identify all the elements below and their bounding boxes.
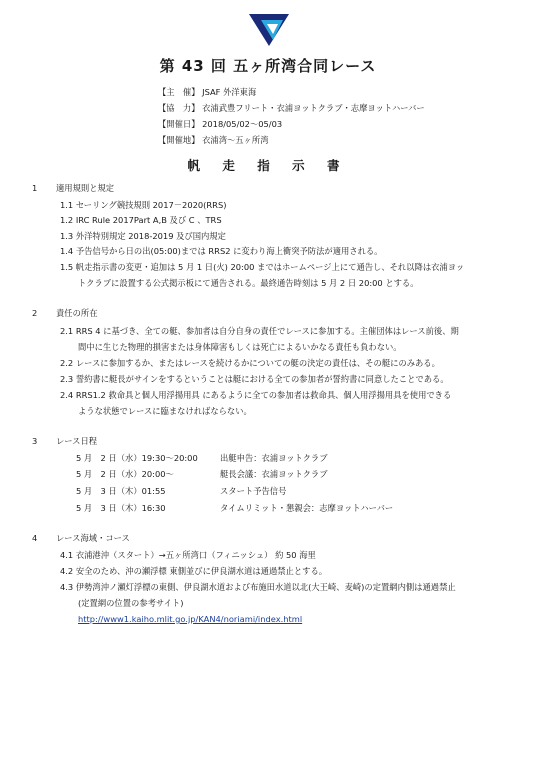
item-4-2: 4.2 安全のため、沖の瀬浮標 東側並びに伊良湖水道は通過禁止とする。: [60, 566, 328, 576]
schedule-date: 5 月 2 日（水）20:00～: [76, 469, 174, 479]
item-4-3: 4.3 伊勢湾沖ノ瀬灯浮標の東側、伊良湖水道および布施田水道以北(大王崎、麦崎)の定置網内側は通過禁止: [60, 582, 456, 592]
item-2-3: 2.3 誓約書に艇長がサインをするということは艇における全ての参加者が誓約書に同意したことである。: [60, 374, 449, 384]
reference-link[interactable]: http://www1.kaiho.mlit.go.jp/KAN4/noriami/index.html: [78, 614, 303, 624]
schedule-event: 出艇申告：衣浦ヨットクラブ: [220, 453, 328, 463]
info-venue: 【開催地】 衣浦湾～五ヶ所湾: [158, 135, 269, 145]
item-1-3: 1.3 外洋特別規定 2018-2019 及び国内規定: [60, 231, 226, 241]
item-4-3-cont: (定置網の位置の参考サイト): [78, 598, 184, 608]
schedule-date: 5 月 3 日（木）16:30: [76, 503, 166, 513]
section-4-number: 4: [32, 533, 38, 543]
schedule-event: タイムリミット・懇親会：志摩ヨットハーバー: [220, 503, 394, 513]
item-4-1: 4.1 衣浦港沖（スタート）→五ヶ所湾口（フィニッシュ） 約 50 海里: [60, 550, 316, 560]
schedule-event: 艇長会議：衣浦ヨットクラブ: [220, 469, 328, 479]
section-2-heading: 責任の所在: [56, 308, 98, 318]
section-1-number: 1: [32, 183, 38, 193]
item-2-1: 2.1 RRS 4 に基づき、全ての艇、参加者は自分自身の責任でレースに参加する。主催団体はレース前後、期: [60, 326, 459, 336]
schedule-event: スタート予告信号: [220, 486, 287, 496]
page-title: 第 43 回 五ヶ所湾合同レース: [159, 57, 377, 75]
section-1-heading: 適用規則と規定: [56, 183, 115, 193]
info-organizer: 【主 催】 JSAF 外洋東海: [158, 87, 257, 97]
section-4-heading: レース海域・コース: [56, 533, 130, 543]
section-3-number: 3: [32, 436, 38, 446]
item-1-4: 1.4 予告信号から日の出(05:00)までは RRS2 に変わり海上衝突予防法が適用される。: [60, 246, 383, 256]
section-2-number: 2: [32, 308, 38, 318]
item-2-2: 2.2 レースに参加するか、またはレースを続けるかについての艇の決定の責任は、その艇にのみある。: [60, 358, 440, 368]
sail-logo: [247, 12, 291, 48]
section-3-heading: レース日程: [56, 436, 98, 446]
document-title: 帆 走 指 示 書: [187, 158, 349, 173]
info-cooperation: 【協 力】 衣浦武豊フリート・衣浦ヨットクラブ・志摩ヨットハーバー: [158, 103, 425, 113]
item-1-2: 1.2 IRC Rule 2017Part A,B 及び C 、TRS: [60, 215, 222, 225]
item-2-4: 2.4 RRS1.2 救命具と個人用浮揚用具 にあるように全ての参加者は救命具、個人用浮揚用具を使用できる: [60, 390, 452, 400]
schedule-date: 5 月 2 日（水）19:30～20:00: [76, 453, 198, 463]
schedule-date: 5 月 3 日（木）01:55: [76, 486, 166, 496]
item-2-4-cont: ような状態でレースに臨まなければならない。: [78, 406, 252, 416]
item-1-5: 1.5 帆走指示書の変更・追加は 5 月 1 日(火) 20:00 まではホームページ上にて通告し、それ以降は衣浦ヨッ: [60, 262, 465, 272]
item-1-5-cont: トクラブに設置する公式掲示板にて通告される。最終通告時刻は 5 月 2 日 20:00 とする。: [78, 278, 419, 288]
info-dates: 【開催日】 2018/05/02～05/03: [158, 119, 283, 129]
item-2-1-cont: 間中に生じた物理的損害または身体障害もしくは死亡によるいかなる責任も負わない。: [78, 342, 402, 352]
item-1-1: 1.1 セーリング競技規則 2017－2020(RRS): [60, 200, 227, 210]
